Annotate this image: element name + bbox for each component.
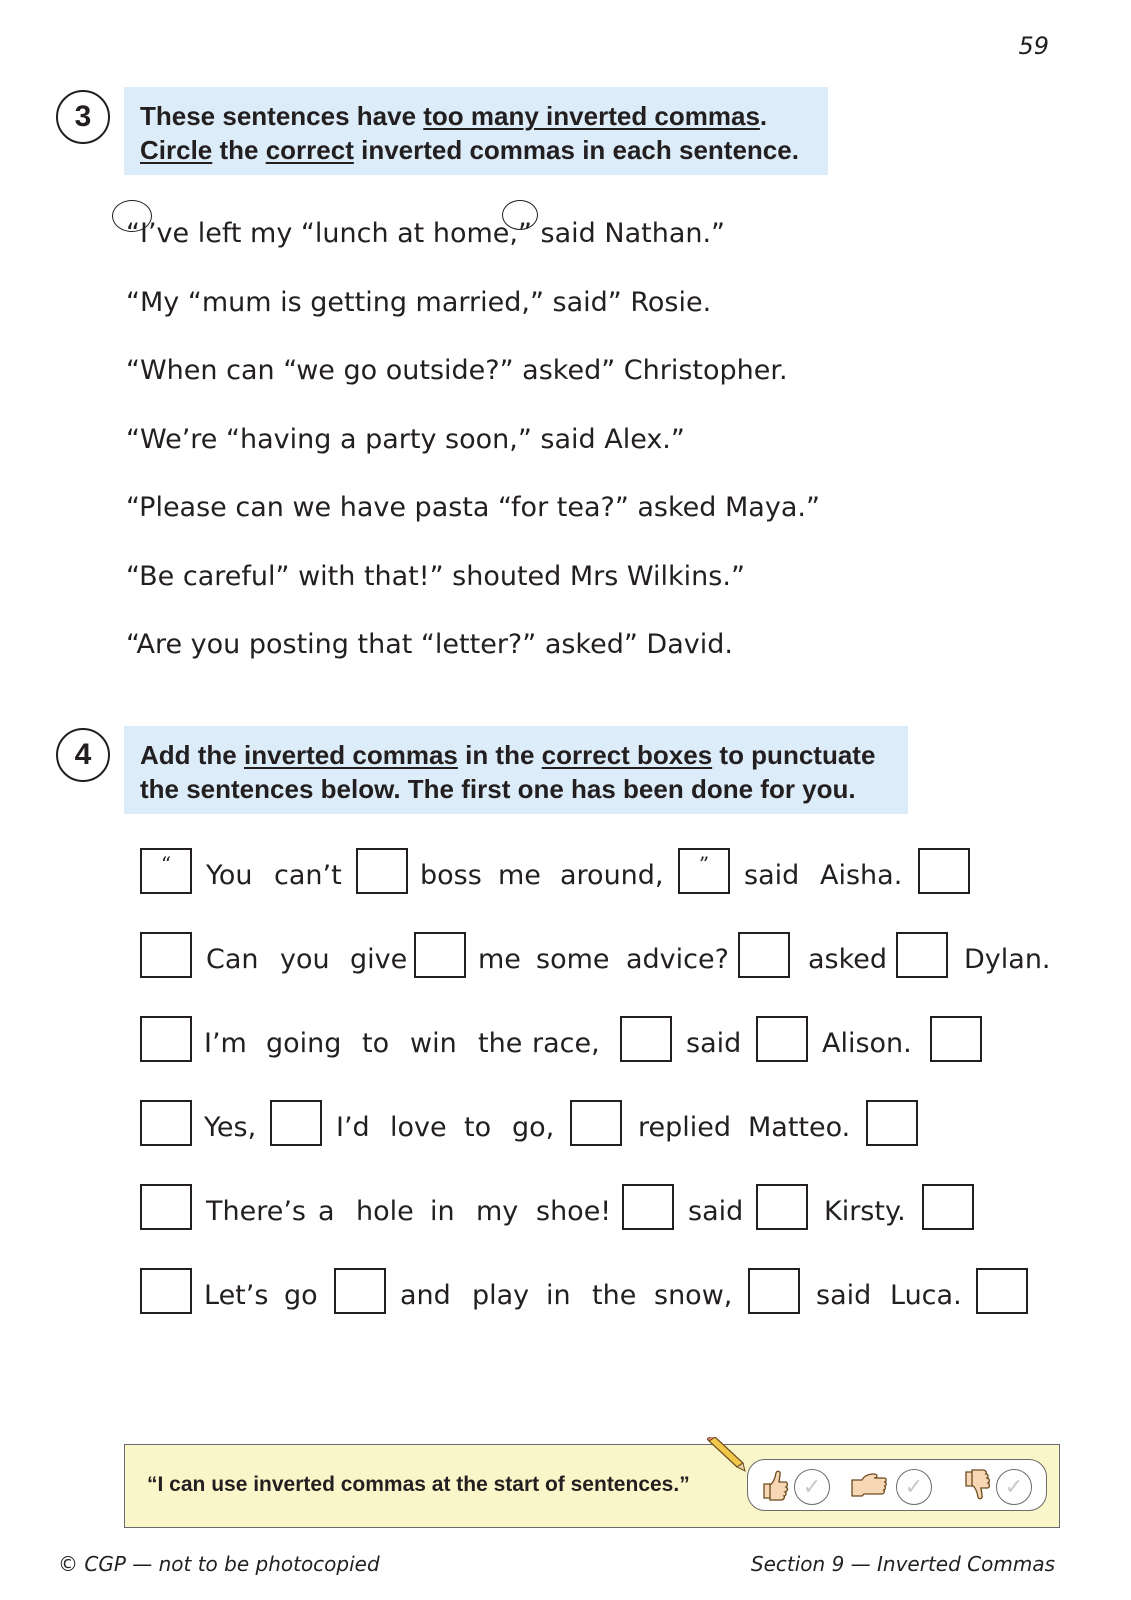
- answer-box[interactable]: [896, 932, 948, 978]
- word: I’d: [336, 1112, 370, 1143]
- word: Yes,: [204, 1112, 257, 1143]
- word: Let’s: [204, 1280, 269, 1311]
- sentence-row: [140, 1184, 1080, 1244]
- word: around,: [560, 860, 664, 891]
- tick-circle[interactable]: ✓: [794, 1469, 830, 1505]
- answer-box[interactable]: [918, 848, 970, 894]
- word: said: [688, 1196, 744, 1227]
- instr-text: the sentences below. The first one has been done for you.: [140, 774, 856, 804]
- word: advice?: [626, 944, 729, 975]
- instr-underlined: inverted commas: [244, 740, 458, 770]
- word: to: [464, 1112, 492, 1143]
- word: can’t: [274, 860, 342, 891]
- instr-text: inverted commas in each sentence.: [353, 135, 799, 165]
- word: hole: [356, 1196, 414, 1227]
- word: Can: [206, 944, 259, 975]
- sentence[interactable]: “Are you posting that “letter?” asked” David.: [126, 629, 733, 660]
- word: You: [206, 860, 253, 891]
- answer-box[interactable]: [866, 1100, 918, 1146]
- copyright-notice: © CGP — not to be photocopied: [58, 1552, 380, 1576]
- answer-box[interactable]: [620, 1016, 672, 1062]
- sentence-row: [140, 1016, 1080, 1076]
- sentence[interactable]: “I’ve left my “lunch at home,” said Nathan.”: [126, 218, 726, 249]
- answer-box[interactable]: [922, 1184, 974, 1230]
- word: go: [284, 1280, 318, 1311]
- word: boss: [420, 860, 482, 891]
- instr-text: in the: [457, 740, 542, 770]
- instr-underlined: too many inverted commas: [423, 101, 760, 131]
- page-number: 59: [1018, 32, 1049, 60]
- thumbs-sideways-icon[interactable]: [850, 1472, 890, 1500]
- sentence[interactable]: “Please can we have pasta “for tea?” asked Maya.”: [126, 492, 820, 523]
- self-assessment-statement: “I can use inverted commas at the start of sentences.”: [147, 1473, 690, 1496]
- answer-box[interactable]: [622, 1184, 674, 1230]
- instr-underlined: Circle: [140, 135, 213, 165]
- instr-underlined: correct: [265, 135, 354, 165]
- answer-box[interactable]: [270, 1100, 322, 1146]
- answer-box[interactable]: [140, 1268, 192, 1314]
- instr-text: Add the: [140, 740, 244, 770]
- thumbs-up-icon[interactable]: [760, 1468, 790, 1502]
- answer-box[interactable]: [976, 1268, 1028, 1314]
- instr-underlined: correct boxes: [541, 740, 713, 770]
- sentence-row: [140, 848, 1080, 908]
- answer-box[interactable]: [140, 1184, 192, 1230]
- word: snow,: [654, 1280, 733, 1311]
- word: There’s: [206, 1196, 306, 1227]
- word: and: [400, 1280, 451, 1311]
- sentence[interactable]: “My “mum is getting married,” said” Rosie.: [126, 286, 712, 318]
- answer-box[interactable]: “: [140, 848, 192, 894]
- word: said: [686, 1028, 742, 1059]
- word: said: [744, 860, 800, 891]
- word: love: [390, 1112, 447, 1143]
- question-4-number: 4: [56, 728, 110, 782]
- thumbs-down-icon[interactable]: [962, 1468, 992, 1502]
- answer-box[interactable]: [570, 1100, 622, 1146]
- word: win: [410, 1028, 457, 1059]
- tick-circle[interactable]: ✓: [896, 1469, 932, 1505]
- answer-box[interactable]: [334, 1268, 386, 1314]
- answer-box[interactable]: [414, 932, 466, 978]
- answer-box[interactable]: ”: [678, 848, 730, 894]
- answer-box[interactable]: [748, 1268, 800, 1314]
- word: some: [536, 944, 610, 975]
- word: in: [546, 1280, 571, 1311]
- question-3-instruction: [124, 87, 828, 175]
- answer-box[interactable]: [140, 1016, 192, 1062]
- word: a: [318, 1196, 335, 1227]
- word: you: [280, 944, 330, 975]
- pencil-icon: [707, 1437, 747, 1473]
- section-label: Section 9 — Inverted Commas: [750, 1552, 1055, 1576]
- instr-text: the: [212, 135, 266, 165]
- answer-box[interactable]: [356, 848, 408, 894]
- word: Dylan.: [964, 944, 1051, 975]
- sentence[interactable]: “When can “we go outside?” asked” Christopher.: [126, 355, 788, 386]
- word: Luca.: [890, 1280, 962, 1311]
- word: I’m: [204, 1028, 247, 1059]
- answer-box[interactable]: [756, 1184, 808, 1230]
- tick-circle[interactable]: ✓: [996, 1469, 1032, 1505]
- word: me: [478, 944, 521, 975]
- question-3-number: 3: [56, 90, 110, 144]
- answer-box[interactable]: [930, 1016, 982, 1062]
- sentence-row: [140, 932, 1080, 992]
- word: the: [478, 1028, 523, 1059]
- word: to: [362, 1028, 390, 1059]
- word: Matteo.: [748, 1112, 851, 1143]
- word: me: [498, 860, 541, 891]
- word: go,: [512, 1112, 555, 1143]
- sentence-row: [140, 1268, 1080, 1328]
- word: replied: [638, 1112, 732, 1143]
- word: give: [350, 944, 408, 975]
- instr-text: .: [759, 101, 768, 131]
- word: play: [472, 1280, 530, 1311]
- self-assessment-rating: [747, 1459, 1047, 1511]
- word: going: [266, 1028, 342, 1059]
- instr-text: These sentences have: [140, 101, 424, 131]
- word: Aisha.: [820, 860, 903, 891]
- self-assessment-box: [124, 1444, 1060, 1528]
- sentence[interactable]: “Be careful” with that!” shouted Mrs Wilkins.”: [126, 560, 745, 592]
- example-circle-close: [502, 200, 538, 230]
- word: race,: [532, 1028, 600, 1059]
- sentence-row: [140, 1100, 1080, 1160]
- word: Alison.: [822, 1028, 912, 1059]
- word: asked: [808, 944, 888, 975]
- word: in: [430, 1196, 455, 1227]
- word: Kirsty.: [824, 1196, 906, 1227]
- answer-box[interactable]: [140, 932, 192, 978]
- word: shoe!: [536, 1196, 612, 1227]
- example-circle-open: [112, 200, 152, 232]
- instr-text: to punctuate: [712, 740, 876, 770]
- question-4-instruction: [124, 726, 908, 814]
- answer-box[interactable]: [140, 1100, 192, 1146]
- sentence[interactable]: “We’re “having a party soon,” said Alex.”: [126, 423, 685, 455]
- answer-box[interactable]: [756, 1016, 808, 1062]
- word: the: [592, 1280, 637, 1311]
- answer-box[interactable]: [738, 932, 790, 978]
- word: said: [816, 1280, 872, 1311]
- word: my: [476, 1196, 519, 1227]
- question-3-sentences: [126, 200, 820, 680]
